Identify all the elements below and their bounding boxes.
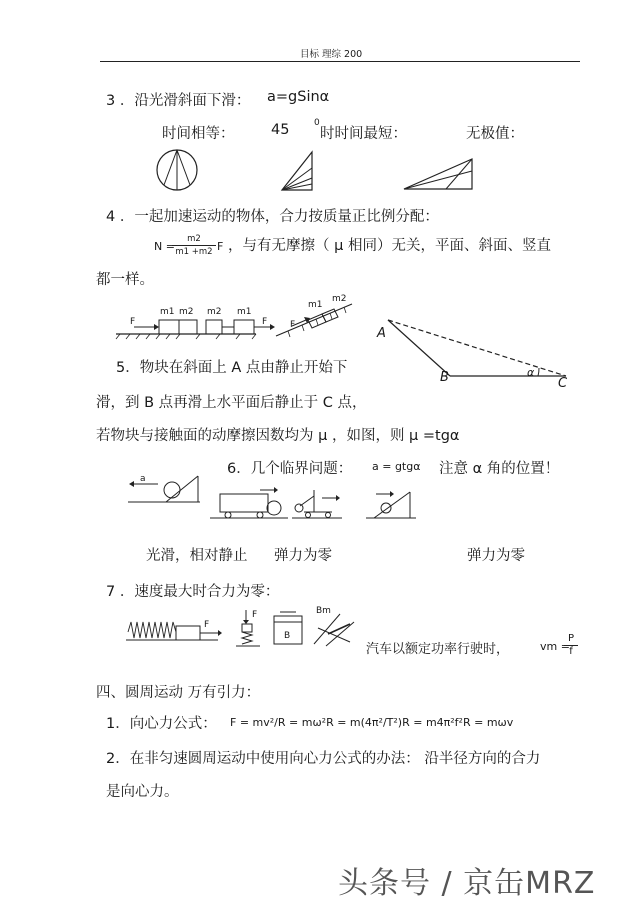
item7-vm-den: f (569, 646, 573, 657)
item3-time-equal: 时间相等： (162, 126, 235, 142)
spring-block-f: F (204, 620, 210, 630)
item7-vm-num: P (567, 633, 575, 644)
header-rule (100, 61, 580, 62)
blocks-label-m1a: m1 (160, 307, 175, 317)
blocks-label-m2b: m2 (207, 307, 222, 317)
abc-label-c: C (558, 376, 568, 391)
abc-label-alpha: α (527, 366, 535, 379)
cart-ball-figure (210, 486, 290, 522)
item4-frac-den: m1 +m2 (175, 247, 213, 257)
item6-title: 6．几个临界问题： (227, 461, 353, 477)
ball-wedge-figure (366, 486, 418, 522)
watermark: 头条号 / 京缶MRZ (338, 866, 596, 901)
item4-title: 4 ．一起加速运动的物体，合力按质量正比例分配： (106, 209, 439, 225)
item3-title: 3 ．沿光滑斜面下滑： (106, 93, 251, 109)
abc-figure (378, 318, 578, 380)
item4-frac-num: m2 (187, 234, 201, 244)
abc-label-a: A (377, 326, 386, 341)
blocks-label-m2c: m2 (332, 294, 347, 304)
item7-title: 7 ．速度最大时合力为零： (106, 584, 280, 600)
circle-chords-figure (156, 147, 204, 193)
item4-n-eq: N = (154, 240, 175, 253)
item4-line2: 都一样。 (96, 272, 154, 288)
item4-f: F (217, 240, 224, 253)
abc-label-b: B (440, 370, 449, 385)
item5-line3: 若物块与接触面的动摩擦因数均为 μ ，如图，则 μ =tgα (96, 428, 460, 444)
section4-title: 四、圆周运动 万有引力： (96, 685, 261, 701)
blocks-label-m1c: m1 (308, 300, 323, 310)
vertical-spring-f: F (252, 610, 258, 620)
section4-item2: 2．在非匀速圆周运动中使用向心力公式的办法： 沿半径方向的合力 (106, 751, 541, 767)
blocks-label-m2a: m2 (179, 307, 194, 317)
item7-vm: vm = (540, 640, 570, 653)
item5-line2: 滑，到 B 点再滑上水平面后静止于 C 点， (96, 395, 367, 411)
blocks-label-f1: F (130, 317, 136, 327)
section4-item2-line2: 是向心力。 (106, 784, 179, 800)
vertical-spring-figure (236, 608, 264, 648)
incline-no-extreme-figure (402, 157, 474, 191)
item3-deg-sup: 0 (314, 118, 320, 128)
item4-fraction (172, 234, 216, 257)
item7-vm-fraction (564, 634, 578, 657)
item6-caption-1: 光滑，相对静止 (146, 548, 248, 564)
section4-item1-label: 1．向心力公式： (106, 716, 217, 732)
item3-time-shortest: 时时间最短： (320, 126, 407, 142)
pendulum-cart-figure (292, 486, 344, 522)
item3-formula: a=gSinα (267, 89, 330, 105)
ball-incline-a: a (140, 474, 146, 484)
blocks-label-f2: F (262, 317, 268, 327)
blocks-label-m1b: m1 (237, 307, 252, 317)
item5-line1: 5．物块在斜面上 A 点由静止开始下 (116, 360, 348, 376)
item4-line1-rest: ，与有无摩擦（ μ 相同）无关，平面、斜面、竖直 (228, 238, 551, 254)
item6-note: 注意 α 角的位置！ (439, 461, 560, 477)
item6-caption-2: 弹力为零 (274, 548, 332, 564)
item3-deg: 45 (271, 122, 290, 138)
magnetic-rail-b: B (284, 631, 291, 641)
incline-45-figure (280, 150, 314, 192)
item3-no-extreme: 无极值： (466, 126, 524, 142)
blocks-label-f3: F (290, 320, 296, 330)
inclined-rail-bm: Bm (316, 606, 331, 616)
item6-formula: a = gtgα (372, 460, 421, 473)
item7-car-text: 汽车以额定功率行驶时， (366, 642, 510, 657)
page-header: 目标 理综 200 (300, 49, 363, 60)
section4-item1-formula: F = mv²/R = mω²R = m(4π²/T²)R = m4π²f²R = mωv (230, 716, 514, 729)
item6-caption-3: 弹力为零 (467, 548, 525, 564)
item4-frac-bar (172, 245, 216, 246)
